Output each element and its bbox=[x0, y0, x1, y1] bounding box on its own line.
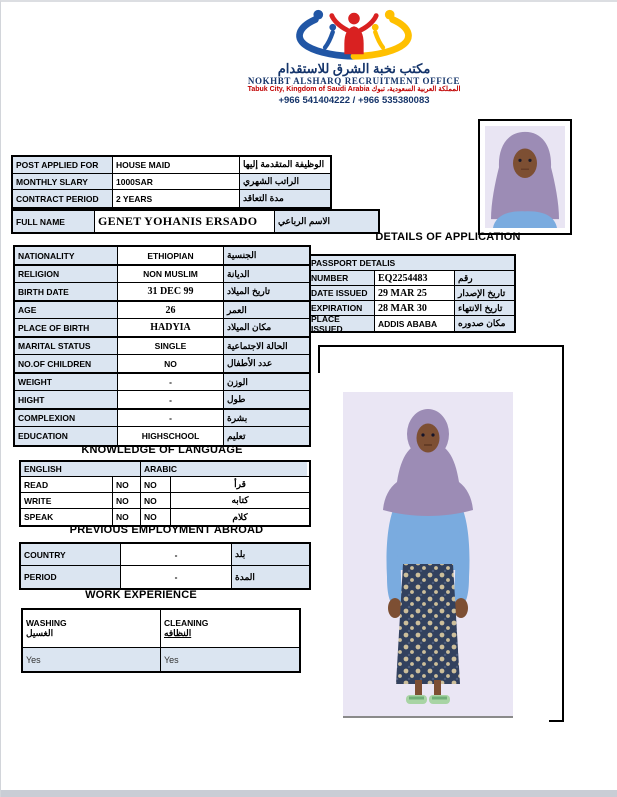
table-cell: NO bbox=[141, 477, 171, 492]
table-cell: NATIONALITY bbox=[15, 247, 118, 264]
table-cell: EQ2254483 bbox=[375, 271, 455, 285]
table-row bbox=[21, 544, 309, 566]
table-cell: PLACE ISSUED bbox=[308, 316, 375, 331]
knowledge-of-language-heading: KNOWLEDGE OF LANGUAGE bbox=[81, 444, 243, 456]
table-row bbox=[13, 174, 330, 191]
table-row bbox=[13, 190, 330, 207]
table-cell: HOUSE MAID bbox=[113, 157, 240, 173]
table-cell: NON MUSLIM bbox=[118, 266, 224, 282]
table-cell: - bbox=[121, 544, 232, 565]
table-row bbox=[15, 391, 309, 409]
table-cell: تاريخ الإصدار bbox=[455, 286, 514, 300]
table-row bbox=[308, 271, 514, 286]
table-cell: NO bbox=[113, 493, 141, 508]
table-cell: WRITE bbox=[21, 493, 113, 508]
table-cell: HADYIA bbox=[118, 319, 224, 336]
table-cell: PASSPORT DETALIS bbox=[308, 256, 514, 270]
table-cell: طول bbox=[224, 391, 309, 408]
table-cell: AGE bbox=[15, 302, 118, 318]
table-row bbox=[21, 493, 309, 509]
table-row bbox=[23, 610, 299, 648]
table-cell: 29 MAR 25 bbox=[375, 286, 455, 300]
table-cell: SPEAK bbox=[21, 509, 113, 525]
recruitment-office-logo-icon bbox=[284, 6, 424, 62]
previous-employment-heading: PREVIOUS EMPLOYMENT ABROAD bbox=[69, 524, 264, 536]
table-cell: DATE ISSUED bbox=[308, 286, 375, 300]
table-cell: ADDIS ABABA bbox=[375, 316, 455, 331]
details-of-application-heading: DETAILS OF APPLICATION bbox=[375, 231, 521, 243]
table-cell: CONTRACT PERIOD bbox=[13, 190, 113, 207]
table-cell: NO bbox=[113, 509, 141, 525]
table-row bbox=[21, 566, 309, 588]
table-cell: كتابه bbox=[171, 493, 309, 508]
table-row bbox=[308, 316, 514, 331]
table-cell: RELIGION bbox=[15, 266, 118, 282]
table-cell: الاسم الرباعي bbox=[275, 211, 378, 232]
table-row bbox=[308, 301, 514, 316]
office-name-arabic: مكتب نخبة الشرق للاستقدام bbox=[277, 61, 431, 76]
table-cell: - bbox=[121, 566, 232, 588]
table-row bbox=[13, 211, 378, 232]
table-cell: بلد bbox=[232, 544, 309, 565]
table-cell: COUNTRY bbox=[21, 544, 121, 565]
table-cell: 1000SAR bbox=[113, 174, 240, 190]
table-cell: بشرة bbox=[224, 410, 309, 426]
language-knowledge-table bbox=[19, 460, 311, 527]
table-row bbox=[21, 462, 309, 477]
table-cell: NO.OF CHILDREN bbox=[15, 355, 118, 372]
table-row bbox=[23, 648, 299, 671]
table-cell: BIRTH DATE bbox=[15, 283, 118, 300]
table-row bbox=[13, 157, 330, 174]
table-row bbox=[15, 247, 309, 265]
table-cell: Yes bbox=[161, 648, 299, 671]
work-experience-heading: WORK EXPERIENCE bbox=[85, 589, 197, 601]
table-cell: تعليم bbox=[224, 427, 309, 445]
table-row bbox=[308, 286, 514, 301]
table-cell: 31 DEC 99 bbox=[118, 283, 224, 300]
table-cell: العمر bbox=[224, 302, 309, 318]
table-cell: NUMBER bbox=[308, 271, 375, 285]
table-cell: مكان الميلاد bbox=[224, 319, 309, 336]
table-cell: Yes bbox=[23, 648, 161, 671]
table-cell: الوظيفة المتقدمة إليها bbox=[240, 157, 330, 173]
letterhead bbox=[234, 6, 474, 107]
frame-overlap-patch bbox=[321, 718, 549, 726]
table-row bbox=[15, 355, 309, 373]
table-cell: عدد الأطفال bbox=[224, 355, 309, 372]
previous-employment-table bbox=[19, 542, 311, 590]
work-experience-table bbox=[21, 608, 301, 673]
table-cell: قرأ bbox=[171, 477, 309, 492]
table-cell: الديانة bbox=[224, 266, 309, 282]
table-cell: كلام bbox=[171, 509, 309, 525]
table-cell: 26 bbox=[118, 302, 224, 318]
table-cell: WASHING الغسيل bbox=[23, 610, 161, 647]
table-cell: PLACE OF BIRTH bbox=[15, 319, 118, 336]
table-row bbox=[21, 477, 309, 493]
table-cell: NO bbox=[141, 509, 171, 525]
table-cell: - bbox=[118, 391, 224, 408]
table-cell: HIGHSCHOOL bbox=[118, 427, 224, 445]
table-cell: 28 MAR 30 bbox=[375, 301, 455, 315]
table-cell: المدة bbox=[232, 566, 309, 588]
fullbody-photo bbox=[343, 392, 513, 718]
table-cell: - bbox=[118, 374, 224, 390]
headshot-photo bbox=[485, 126, 565, 228]
frame-overlap-patch bbox=[315, 373, 322, 725]
page-bottom-edge bbox=[1, 790, 617, 797]
headshot-illustration bbox=[485, 126, 565, 228]
table-cell: الراتب الشهري bbox=[240, 174, 330, 190]
headshot-photo-frame bbox=[478, 119, 572, 235]
table-cell: ENGLISH bbox=[21, 462, 141, 476]
fullbody-illustration bbox=[343, 392, 513, 716]
table-row bbox=[15, 265, 309, 283]
table-cell: POST APPLIED FOR bbox=[13, 157, 113, 173]
table-cell: - bbox=[118, 410, 224, 426]
table-cell: EDUCATION bbox=[15, 427, 118, 445]
table-cell: NO bbox=[113, 477, 141, 492]
table-row bbox=[15, 283, 309, 301]
table-cell: تاريخ الميلاد bbox=[224, 283, 309, 300]
table-row bbox=[15, 427, 309, 445]
passport-details-table bbox=[306, 254, 516, 333]
table-cell: FULL NAME bbox=[13, 211, 95, 232]
table-cell: الحالة الاجتماعية bbox=[224, 338, 309, 354]
table-row bbox=[15, 337, 309, 355]
table-cell: MARITAL STATUS bbox=[15, 338, 118, 354]
table-cell: SINGLE bbox=[118, 338, 224, 354]
office-phone-numbers: +966 541404222 / +966 535380083 bbox=[278, 94, 430, 106]
office-location: Tabuk City, Kingdom of Saudi Arabia المملكة العربية السعودية، تبوك bbox=[247, 85, 461, 93]
full-name-table bbox=[11, 209, 380, 234]
table-row bbox=[15, 409, 309, 427]
post-applied-table bbox=[11, 155, 332, 209]
table-cell: COMPLEXION bbox=[15, 410, 118, 426]
table-cell: GENET YOHANIS ERSADO bbox=[95, 211, 275, 232]
table-row bbox=[15, 319, 309, 337]
personal-details-table bbox=[13, 245, 311, 447]
table-cell: HIGHT bbox=[15, 391, 118, 408]
table-cell: 2 YEARS bbox=[113, 190, 240, 207]
table-cell: رقم bbox=[455, 271, 514, 285]
table-cell: مدة التعاقد bbox=[240, 190, 330, 207]
table-cell: مكان صدوره bbox=[455, 316, 514, 331]
table-cell: MONTHLY SLARY bbox=[13, 174, 113, 190]
table-row bbox=[308, 256, 514, 271]
office-name-english: NOKHBT ALSHARQ RECRUITMENT OFFICE bbox=[247, 75, 461, 86]
table-cell: NO bbox=[141, 493, 171, 508]
table-cell: EXPIRATION bbox=[308, 301, 375, 315]
table-row bbox=[15, 373, 309, 391]
table-cell: الجنسية bbox=[224, 247, 309, 264]
table-cell: الوزن bbox=[224, 374, 309, 390]
table-cell: CLEANING النظافه bbox=[161, 610, 299, 647]
table-row bbox=[21, 509, 309, 525]
table-cell: PERIOD bbox=[21, 566, 121, 588]
table-cell: READ bbox=[21, 477, 113, 492]
table-cell: تاريخ الانتهاء bbox=[455, 301, 514, 315]
table-cell: WEIGHT bbox=[15, 374, 118, 390]
table-row bbox=[15, 301, 309, 319]
table-cell: NO bbox=[118, 355, 224, 372]
table-cell: ARABIC bbox=[141, 462, 307, 476]
table-cell: ETHIOPIAN bbox=[118, 247, 224, 264]
